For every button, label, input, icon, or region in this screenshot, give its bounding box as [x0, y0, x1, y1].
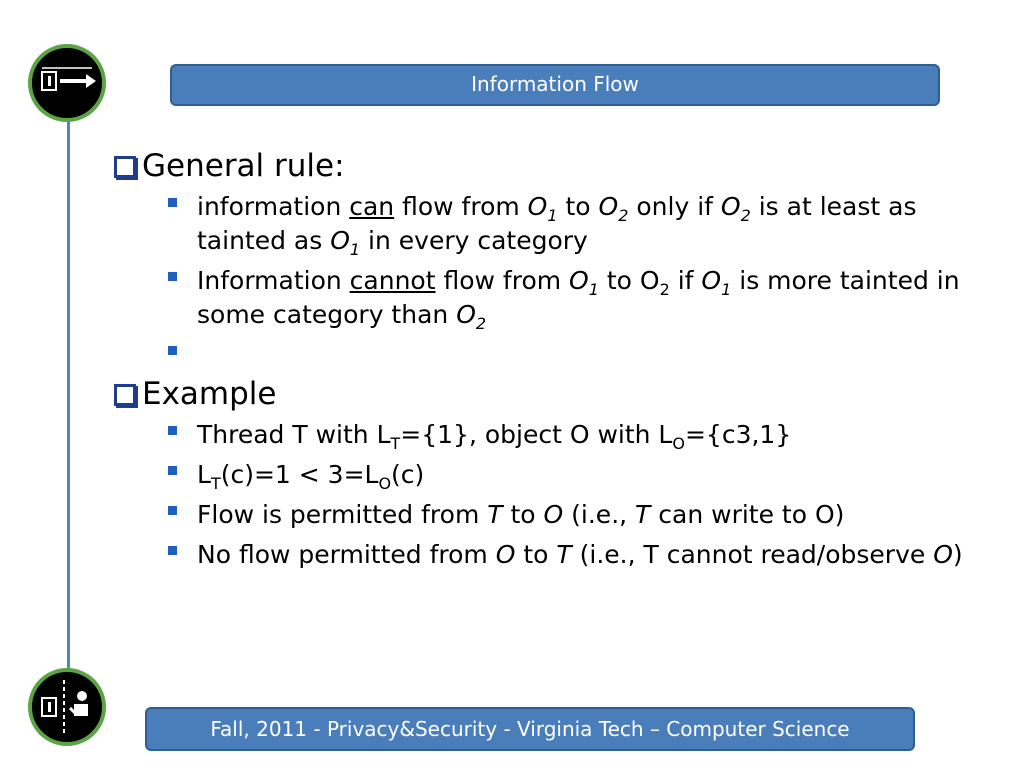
footer-text: Fall, 2011 - Privacy&Security - Virginia Tech – Computer Science — [210, 717, 850, 741]
general-rule-list — [114, 190, 994, 368]
list-item: Thread T with $L_T=\{1\}$, object O with $L_O=\{c3,1\}$ — [114, 418, 994, 452]
slide-title: Information Flow — [471, 72, 639, 96]
section-heading-example: Example — [114, 374, 994, 414]
slide-content — [114, 146, 994, 578]
list-item: Flow is permitted from T to O (i.e., T can write to O) — [114, 498, 994, 532]
list-item-empty — [114, 338, 994, 368]
section-heading-general-rule: General rule: — [114, 146, 994, 186]
list-item: $L_T(c)=1 < 3=L_O(c)$ — [114, 458, 994, 492]
checkbox-bullet-icon — [114, 156, 136, 178]
slide-title-banner — [170, 64, 940, 106]
square-bullet-icon — [168, 506, 177, 515]
list-item: Information cannot flow from $O_1$ to $O_2$ if $O_1$ is more tainted in some category than $O_2$ — [114, 264, 994, 332]
square-bullet-icon — [168, 546, 177, 555]
square-bullet-icon — [168, 426, 177, 435]
document-arrow-icon — [28, 44, 106, 122]
square-bullet-icon — [168, 272, 177, 281]
list-item: information can flow from $O_1$ to $O_2$ only if $O_2$ is at least as tainted as $O_1$ in every category — [114, 190, 994, 258]
square-bullet-icon — [168, 466, 177, 475]
checkbox-bullet-icon — [114, 384, 136, 406]
square-bullet-icon — [168, 198, 177, 207]
square-bullet-icon — [168, 346, 177, 355]
document-inspector-icon — [28, 668, 106, 746]
vertical-rail — [67, 118, 70, 670]
example-list — [114, 418, 994, 572]
slide-footer-banner — [145, 707, 915, 751]
list-item: No flow permitted from O to T (i.e., T cannot read/observe O) — [114, 538, 994, 572]
